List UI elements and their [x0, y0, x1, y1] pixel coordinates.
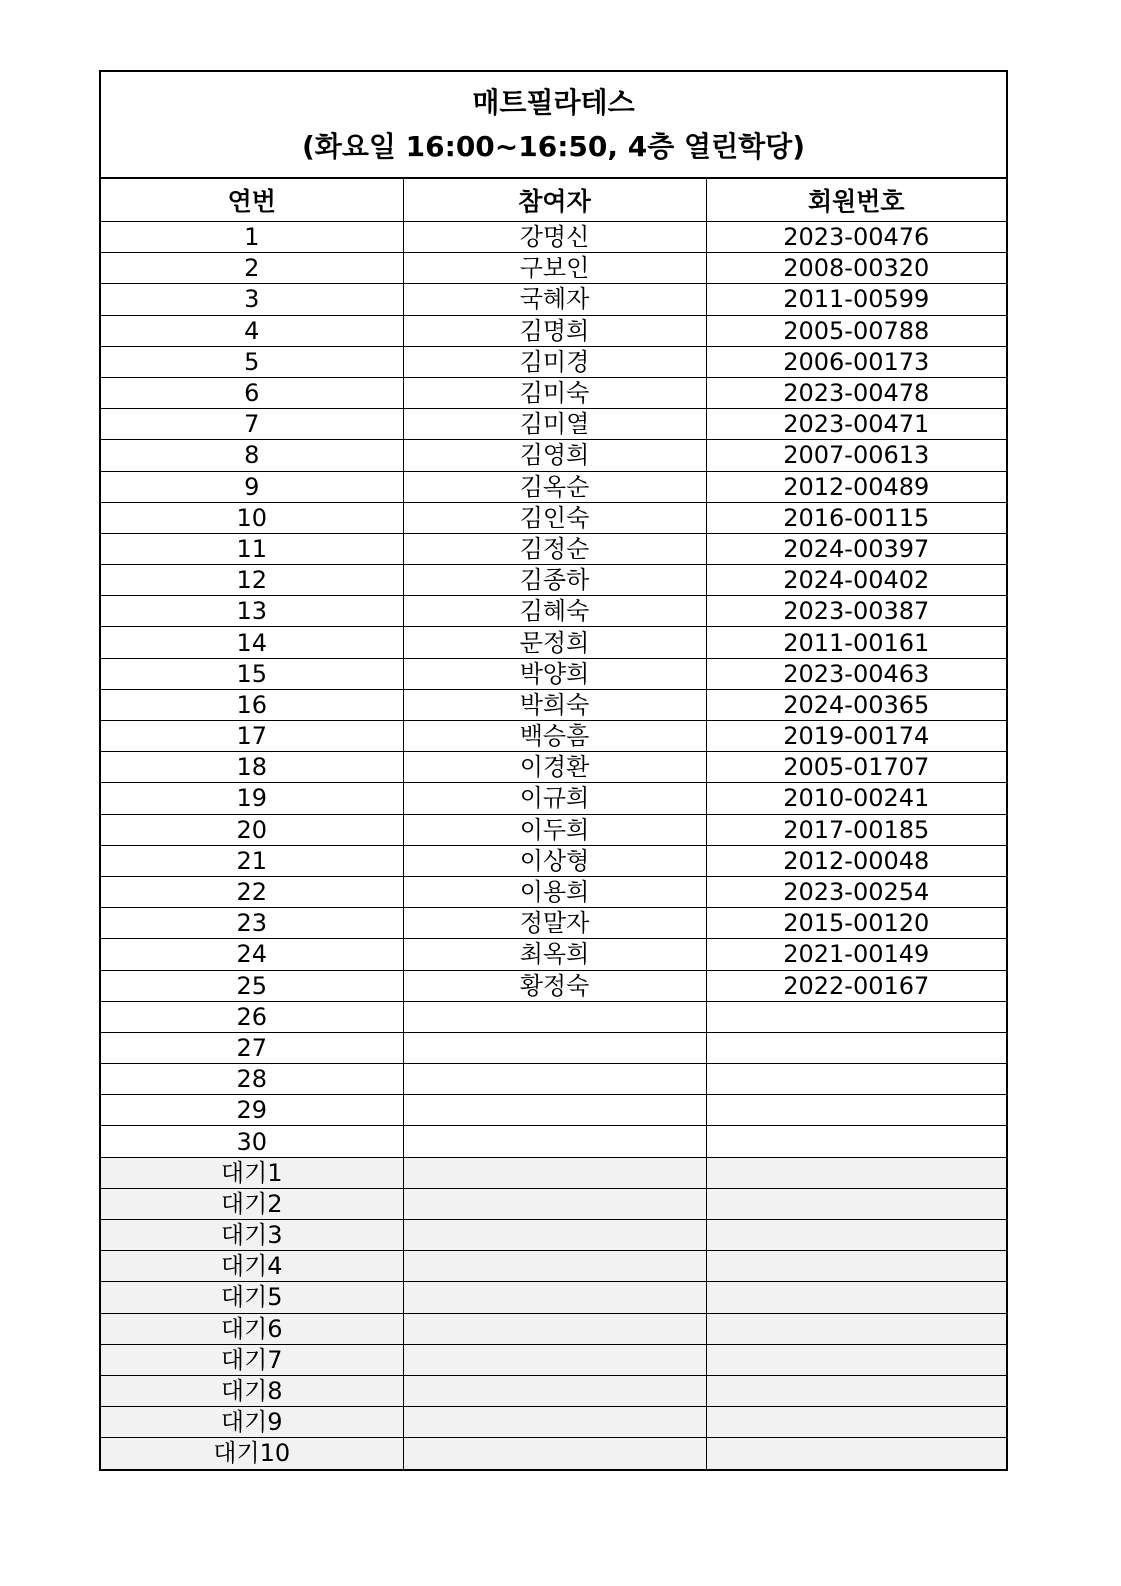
- participant-cell: [403, 1438, 706, 1469]
- table-row: [101, 689, 1006, 720]
- member-id-cell: [706, 1344, 1006, 1375]
- table-row: [101, 377, 1006, 408]
- member-id-cell: 2019-00174: [706, 721, 1006, 752]
- table-row: [101, 939, 1006, 970]
- waitlist-row: [101, 1282, 1006, 1313]
- row-number-cell: 22: [101, 876, 403, 907]
- table-row: [101, 876, 1006, 907]
- member-id-cell: 2017-00185: [706, 814, 1006, 845]
- waitlist-row: [101, 1220, 1006, 1251]
- participant-cell: 이경환: [403, 752, 706, 783]
- table-row: [101, 440, 1006, 471]
- roster-table: [101, 179, 1006, 1469]
- table-row: [101, 533, 1006, 564]
- table-row: [101, 409, 1006, 440]
- participant-cell: [403, 1407, 706, 1438]
- member-id-cell: [706, 1282, 1006, 1313]
- table-row: [101, 502, 1006, 533]
- member-id-cell: 2024-00397: [706, 533, 1006, 564]
- row-number-cell: 24: [101, 939, 403, 970]
- member-id-cell: 2006-00173: [706, 346, 1006, 377]
- member-id-cell: 2023-00387: [706, 596, 1006, 627]
- row-number-cell: 대기9: [101, 1407, 403, 1438]
- member-id-cell: 2023-00471: [706, 409, 1006, 440]
- member-id-cell: 2012-00048: [706, 845, 1006, 876]
- row-number-cell: 19: [101, 783, 403, 814]
- table-row: [101, 627, 1006, 658]
- table-row: [101, 1095, 1006, 1126]
- member-id-cell: [706, 1064, 1006, 1095]
- row-number-cell: 23: [101, 908, 403, 939]
- participant-cell: [403, 1313, 706, 1344]
- row-number-cell: 13: [101, 596, 403, 627]
- page-title: 매트필라테스: [472, 86, 635, 119]
- table-row: [101, 315, 1006, 346]
- row-number-cell: 7: [101, 409, 403, 440]
- participant-cell: 최옥희: [403, 939, 706, 970]
- row-number-cell: 4: [101, 315, 403, 346]
- table-row: [101, 658, 1006, 689]
- member-id-cell: [706, 1188, 1006, 1219]
- table-row: [101, 1064, 1006, 1095]
- table-row: [101, 284, 1006, 315]
- row-number-cell: 28: [101, 1064, 403, 1095]
- member-id-cell: [706, 1001, 1006, 1032]
- member-id-cell: 2023-00476: [706, 222, 1006, 253]
- participant-cell: 이규희: [403, 783, 706, 814]
- member-id-cell: 2023-00463: [706, 658, 1006, 689]
- row-number-cell: 14: [101, 627, 403, 658]
- member-id-cell: 2005-01707: [706, 752, 1006, 783]
- participant-cell: [403, 1251, 706, 1282]
- member-id-cell: [706, 1126, 1006, 1157]
- table-row: [101, 752, 1006, 783]
- column-header-member-id: 회원번호: [706, 179, 1006, 222]
- member-id-cell: 2023-00478: [706, 377, 1006, 408]
- header-row: [101, 179, 1006, 222]
- table-row: [101, 596, 1006, 627]
- member-id-cell: 2011-00599: [706, 284, 1006, 315]
- member-id-cell: [706, 1157, 1006, 1188]
- participant-cell: 구보인: [403, 253, 706, 284]
- row-number-cell: 27: [101, 1032, 403, 1063]
- participant-cell: [403, 1064, 706, 1095]
- member-id-cell: 2005-00788: [706, 315, 1006, 346]
- participant-cell: 이두희: [403, 814, 706, 845]
- table-row: [101, 908, 1006, 939]
- row-number-cell: 26: [101, 1001, 403, 1032]
- row-number-cell: 18: [101, 752, 403, 783]
- participant-cell: 문정희: [403, 627, 706, 658]
- row-number-cell: 대기4: [101, 1251, 403, 1282]
- table-row: [101, 814, 1006, 845]
- table-row: [101, 253, 1006, 284]
- row-number-cell: 대기3: [101, 1220, 403, 1251]
- column-header-participant: 참여자: [403, 179, 706, 222]
- member-id-cell: [706, 1220, 1006, 1251]
- participant-cell: 이용희: [403, 876, 706, 907]
- participant-cell: 강명신: [403, 222, 706, 253]
- participant-cell: [403, 1095, 706, 1126]
- participant-cell: [403, 1126, 706, 1157]
- participant-cell: 박희숙: [403, 689, 706, 720]
- member-id-cell: 2022-00167: [706, 970, 1006, 1001]
- row-number-cell: 30: [101, 1126, 403, 1157]
- member-id-cell: 2024-00365: [706, 689, 1006, 720]
- waitlist-row: [101, 1344, 1006, 1375]
- participant-cell: 백승흠: [403, 721, 706, 752]
- member-id-cell: 2016-00115: [706, 502, 1006, 533]
- member-id-cell: [706, 1251, 1006, 1282]
- row-number-cell: 대기5: [101, 1282, 403, 1313]
- row-number-cell: 5: [101, 346, 403, 377]
- row-number-cell: 대기10: [101, 1438, 403, 1469]
- participant-cell: [403, 1157, 706, 1188]
- participant-cell: 이상형: [403, 845, 706, 876]
- waitlist-row: [101, 1407, 1006, 1438]
- row-number-cell: 대기7: [101, 1344, 403, 1375]
- row-number-cell: 21: [101, 845, 403, 876]
- participant-cell: [403, 1188, 706, 1219]
- member-id-cell: 2008-00320: [706, 253, 1006, 284]
- member-id-cell: 2015-00120: [706, 908, 1006, 939]
- row-number-cell: 대기2: [101, 1188, 403, 1219]
- row-number-cell: 12: [101, 565, 403, 596]
- participant-cell: 김인숙: [403, 502, 706, 533]
- row-number-cell: 25: [101, 970, 403, 1001]
- participant-cell: 김종하: [403, 565, 706, 596]
- participant-cell: [403, 1001, 706, 1032]
- row-number-cell: 3: [101, 284, 403, 315]
- row-number-cell: 대기6: [101, 1313, 403, 1344]
- table-row: [101, 471, 1006, 502]
- member-id-cell: 2021-00149: [706, 939, 1006, 970]
- participant-cell: [403, 1375, 706, 1406]
- waitlist-row: [101, 1313, 1006, 1344]
- row-number-cell: 11: [101, 533, 403, 564]
- member-id-cell: 2012-00489: [706, 471, 1006, 502]
- row-number-cell: 대기1: [101, 1157, 403, 1188]
- row-number-cell: 29: [101, 1095, 403, 1126]
- row-number-cell: 16: [101, 689, 403, 720]
- member-id-cell: [706, 1313, 1006, 1344]
- table-row: [101, 1001, 1006, 1032]
- participant-cell: 김영희: [403, 440, 706, 471]
- participant-cell: 김정순: [403, 533, 706, 564]
- table-row: [101, 1126, 1006, 1157]
- table-row: [101, 222, 1006, 253]
- row-number-cell: 9: [101, 471, 403, 502]
- member-id-cell: 2023-00254: [706, 876, 1006, 907]
- participant-cell: 김미숙: [403, 377, 706, 408]
- table-row: [101, 721, 1006, 752]
- row-number-cell: 8: [101, 440, 403, 471]
- participant-cell: 박양희: [403, 658, 706, 689]
- row-number-cell: 대기8: [101, 1375, 403, 1406]
- participant-cell: [403, 1282, 706, 1313]
- member-id-cell: [706, 1032, 1006, 1063]
- row-number-cell: 10: [101, 502, 403, 533]
- page-subtitle: (화요일 16:00~16:50, 4층 열린학당): [301, 130, 806, 163]
- waitlist-row: [101, 1188, 1006, 1219]
- row-number-cell: 20: [101, 814, 403, 845]
- member-id-cell: [706, 1375, 1006, 1406]
- member-id-cell: 2011-00161: [706, 627, 1006, 658]
- participant-cell: 국혜자: [403, 284, 706, 315]
- participant-cell: 김미경: [403, 346, 706, 377]
- member-id-cell: 2010-00241: [706, 783, 1006, 814]
- table-row: [101, 783, 1006, 814]
- participant-cell: 정말자: [403, 908, 706, 939]
- participant-cell: 김혜숙: [403, 596, 706, 627]
- column-header-number: 연번: [101, 179, 403, 222]
- member-id-cell: 2024-00402: [706, 565, 1006, 596]
- member-id-cell: [706, 1438, 1006, 1469]
- waitlist-row: [101, 1251, 1006, 1282]
- row-number-cell: 1: [101, 222, 403, 253]
- participant-cell: 황정숙: [403, 970, 706, 1001]
- member-id-cell: [706, 1407, 1006, 1438]
- participant-cell: [403, 1344, 706, 1375]
- waitlist-row: [101, 1157, 1006, 1188]
- table-row: [101, 845, 1006, 876]
- row-number-cell: 6: [101, 377, 403, 408]
- table-row: [101, 970, 1006, 1001]
- waitlist-row: [101, 1438, 1006, 1469]
- table-row: [101, 1032, 1006, 1063]
- row-number-cell: 15: [101, 658, 403, 689]
- participant-cell: [403, 1220, 706, 1251]
- title-block: [101, 72, 1006, 179]
- waitlist-row: [101, 1375, 1006, 1406]
- table-row: [101, 346, 1006, 377]
- row-number-cell: 17: [101, 721, 403, 752]
- participant-cell: 김옥순: [403, 471, 706, 502]
- participant-cell: 김명희: [403, 315, 706, 346]
- row-number-cell: 2: [101, 253, 403, 284]
- participant-cell: 김미열: [403, 409, 706, 440]
- member-id-cell: [706, 1095, 1006, 1126]
- participant-cell: [403, 1032, 706, 1063]
- roster-sheet: [99, 70, 1008, 1471]
- roster-body: [101, 222, 1006, 1469]
- member-id-cell: 2007-00613: [706, 440, 1006, 471]
- table-row: [101, 565, 1006, 596]
